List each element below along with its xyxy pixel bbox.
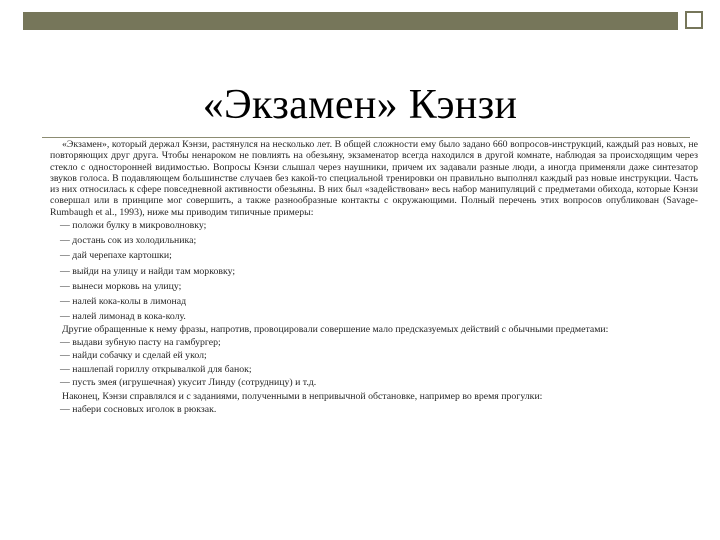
other-phrases-paragraph: Другие обращенные к нему фразы, напротив, провоцировали совершение мало предсказуемых действий с обычными предметами: (62, 324, 609, 336)
list-item: — пусть змея (игрушечная) укусит Линду (сотрудницу) и т.д. (60, 377, 317, 389)
list-item: — нашлепай гориллу открывалкой для банок; (60, 363, 252, 375)
title-divider (42, 137, 690, 138)
list-item: — налей лимонад в кока-колу. (60, 311, 186, 323)
unusual-examples-list (50, 336, 698, 390)
list-item: — налей кока-колы в лимонад (60, 296, 187, 308)
slide-title: «Экзамен» Кэнзи (202, 82, 518, 128)
list-item: — достань сок из холодильника; (60, 235, 197, 247)
intro-paragraph: «Экзамен», который держал Кэнзи, растянулся на несколько лет. В общей сложности ему было задано 660 вопросов-инструкций, каждый раз новых, не повторяющих друг друга. Чтобы ненароком не повлиять на обезьяну, экзаменатор всегда находился в другой комнате, наблюдая за происходящим через стекло с односторонней видимостью. Вопросы Кэнзи слышал через наушники, причем их задавали разные люди, а иногда применяли даже синтезатор звуков голоса. В подавляющем большинстве случаев без какой-то специальной тренировки он правильно выполнял каждый раз новые инструкции. Часть из них относилась к сфере повседневной активности обезьяны. В них был «задействован» весь набор манипуляций с предметами обихода, которые Кэнзи совершал или в принципе мог совершить, а также разнообразные контакты с окружающими. Полный перечень этих вопросов опубликован (Savage-Rumbaugh et al., 1993), ниже мы приводим типичные примеры: (50, 139, 698, 218)
list-item: — вынеси морковь на улицу; (60, 280, 182, 292)
list-item: — набери сосновых иголок в рюкзак. (60, 404, 217, 416)
list-item: — найди собачку и сделай ей укол; (60, 350, 207, 362)
list-item: — выйди на улицу и найди там морковку; (60, 265, 236, 277)
finally-paragraph: Наконец, Кэнзи справлялся и с заданиями, полученными в непривычной обстановке, например во время прогулки: (62, 391, 543, 403)
slide-body (50, 139, 698, 417)
top-accent-bar (23, 12, 678, 30)
typical-examples-list (50, 218, 698, 324)
list-item: — выдави зубную пасту на гамбургер; (60, 336, 221, 348)
list-item: — положи булку в микроволновку; (60, 220, 207, 232)
outdoor-examples-list (50, 403, 698, 417)
list-item: — дай черепахе картошки; (60, 250, 172, 262)
corner-square-decoration (685, 11, 703, 29)
